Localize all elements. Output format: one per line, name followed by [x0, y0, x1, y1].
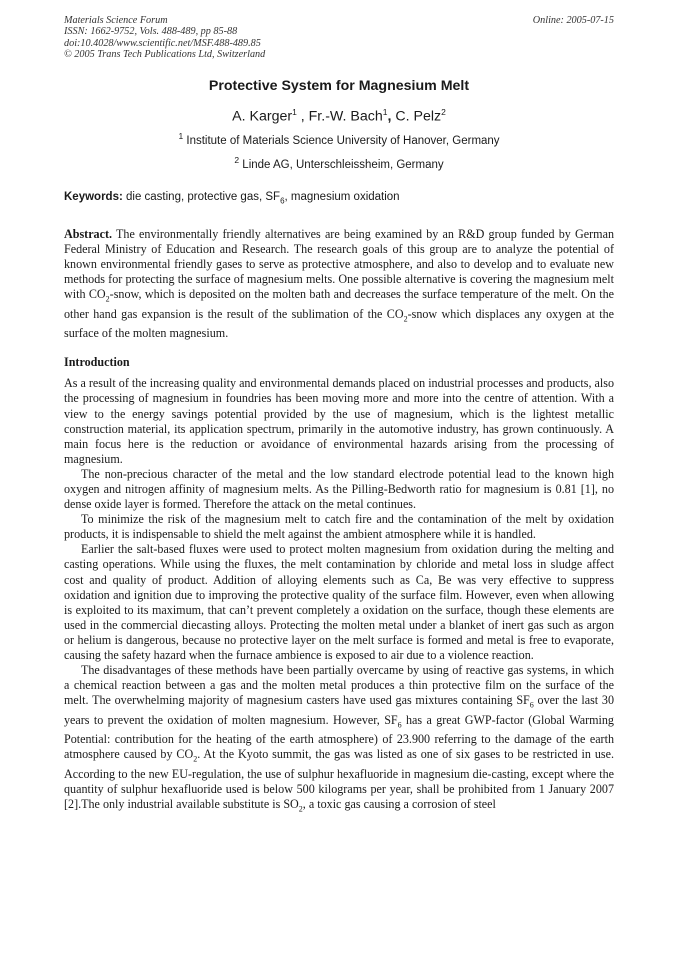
online-date: Online: 2005-07-15: [532, 15, 614, 26]
affiliation-1: [64, 131, 614, 147]
affiliation-text: Linde AG, Unterschleissheim, Germany: [242, 158, 444, 171]
section-heading: Introduction: [64, 355, 130, 370]
issn-line: ISSN: 1662-9752, Vols. 488-489, pp 85-88: [64, 26, 238, 38]
keywords-text: die casting, protective gas, $SF_6$, magnesium oxidation: [126, 190, 400, 205]
paragraph: As a result of the increasing quality and environmental demands placed on industrial processes and products, also the processing of magnesium in foundries has been moving more and more into the centre of attention. With a view to the energy savings potential provided by the use of magnesium, which is the lightest metallic construction material, its application spectrum, primarily in the automotive industry, has grown continuously. A main focus here is the reduction or avoidance of environmental hazards arising from the processing of magnesium.: [64, 376, 614, 466]
abstract: [64, 227, 614, 341]
abstract-text: The environmentally friendly alternatives are being examined by an R&D group funded by German Federal Ministry of Education and Research. The research goals of this group are to analyze the potential of known environmental friendly gases to serve as protective atmosphere, and also to develop and to evaluate new methods for protecting the surface of magnesium melts. One possible alternative is covering the magnesium melt with $CO_2$-snow, which is deposited on the molten bath and decreases the surface temperature of the melt. On the other hand gas expansion is the result of the sublimation of the $CO_2$-snow which displaces any oxygen at the surface of the molten magnesium.: [64, 226, 615, 341]
author-list: [64, 107, 614, 125]
affiliation-2: [64, 155, 614, 171]
paragraph: The disadvantages of these methods have been partially overcame by using of reactive gas systems, in which a chemical reaction between a gas and the molten metal produces a thin protective film on the surface of the melt. The overwhelming majority of magnesium casters have used gas mixtures containing $SF_6$ over the last 30 years to prevent the oxidation of molten magnesium. However, $SF_6$ has a great GWP-factor (Global Warming Potential: contribution for the heating of the earth atmosphere) of 23.900 referring to the damage of the earth atmosphere caused by $CO_2$. At the Kyoto summit, the gas was listed as one of six gases to be restricted in use. According to the new EU-regulation, the use of sulphur hexafluoride in magnesium die-casting, except where the quantity of sulphur hexafluoride used is below 500 kilograms per year, shall be prohibited from 1 January 2007 [2].The only industrial available substitute is $SO_2$, a toxic gas causing a corrosion of steel: [64, 663, 614, 814]
doi-line: doi:10.4028/www.scientific.net/MSF.488-489.85: [64, 37, 261, 49]
author-separator: ,: [296, 108, 309, 125]
author-name: Fr.-W. Bach: [308, 108, 383, 125]
paper-page: [64, 15, 614, 817]
paragraph: Earlier the salt-based fluxes were used to protect molten magnesium from oxidation during the melting and casting operations. While using the fluxes, the melt contamination by chloride and metal loss in sludge affect cost and quality of product. Addition of alloying elements such as Ca, Be was very effective to suppress oxidation and ignition due to improving the protective quality of the surface film. However, even when allowing is exploited to its maximum, that can’t prevent completely a oxidation on the surface, though these elements are used in the commercial diecasting alloys. Protecting the molten metal under a blanket of inert gas such as argon or helium is dangerous, because no protective layer on the melt surface is formed and metal is free to evaporate, causing the safety hazard when the furnace ambience is exposed to air due to a violence reaction.: [64, 542, 614, 663]
journal-name: Materials Science Forum: [64, 15, 168, 26]
author-name: A. Karger: [232, 108, 293, 125]
author-name: C. Pelz: [395, 108, 442, 125]
paragraph: The non-precious character of the metal and the low standard electrode potential lead to the known high oxygen and nitrogen affinity of magnesium melts. As the Pilling-Bedworth ratio for magnesium is 0.81 [1], no dense oxide layer is formed. Therefore the attack on the metal continues.: [64, 466, 614, 512]
journal-header: [64, 15, 614, 60]
affiliation-number: 1: [178, 130, 184, 141]
keywords-label: Keywords:: [64, 190, 123, 203]
author-affiliation-mark: 1: [292, 107, 297, 118]
affiliation-number: 2: [234, 154, 240, 165]
author-affiliation-mark: 1: [382, 107, 388, 118]
author-separator: ,: [387, 108, 396, 125]
copyright-line: © 2005 Trans Tech Publications Ltd, Switzerland: [64, 48, 266, 60]
paper-title: Protective System for Magnesium Melt: [208, 78, 470, 95]
abstract-label: Abstract.: [64, 226, 113, 241]
paragraph: To minimize the risk of the magnesium melt to catch fire and the contamination of the melt by oxidation products, it is indispensable to shield the melt against the ambient atmosphere while it is handled.: [64, 512, 614, 542]
affiliation-text: Institute of Materials Science University of Hanover, Germany: [186, 134, 500, 147]
keywords: [64, 191, 614, 205]
author-affiliation-mark: 2: [441, 107, 446, 118]
